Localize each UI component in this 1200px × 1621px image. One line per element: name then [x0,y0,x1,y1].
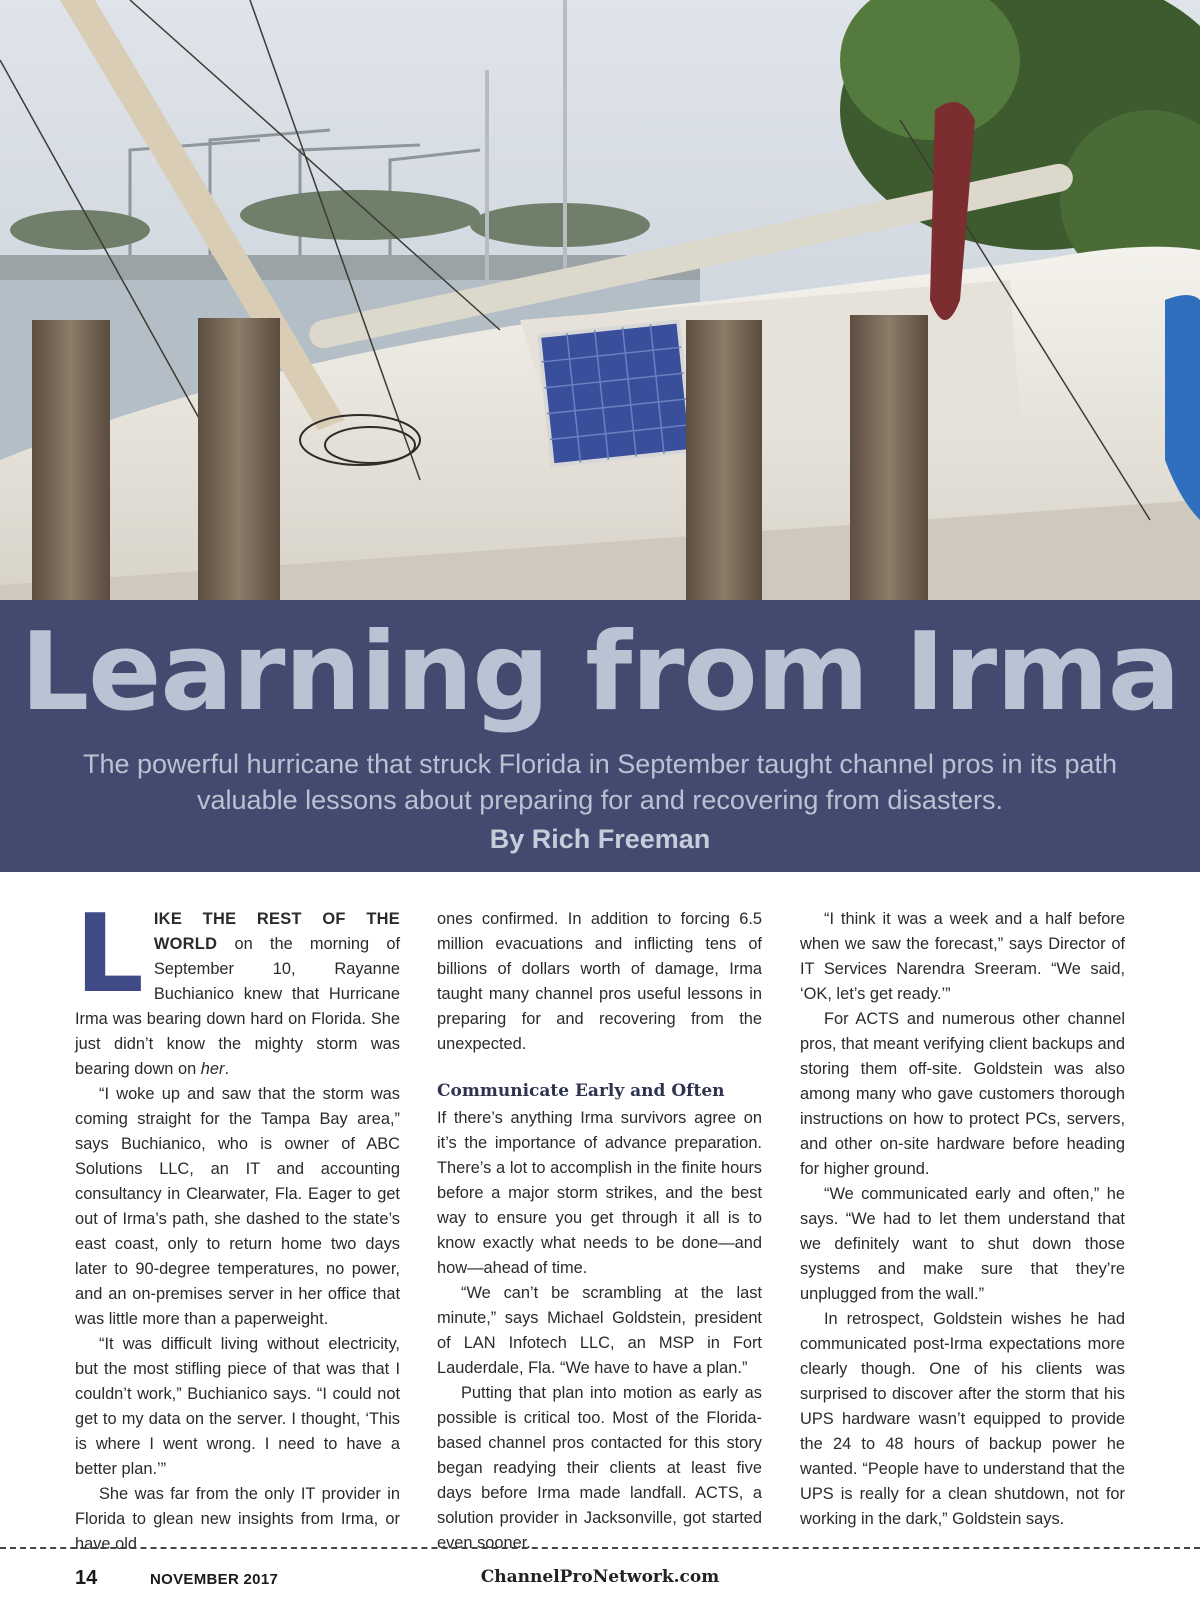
paragraph: She was far from the only IT provider in Florida to glean new insights from Irma, or have old [75,1485,400,1553]
paragraph: Putting that plan into motion as early as possible is critical too. Most of the Florida-based channel pros contacted for this story began readying their clients at least five days before Irma made landfall. ACTS, a solution provider in Jacksonville, got started even sooner. [437,1384,762,1552]
article-byline: By Rich Freeman [489,824,711,854]
paragraph: “It was difficult living without electricity, but the most stifling piece of that was that I couldn’t work,” Buchianico says. “I could not get to my data on the server. I thought, ‘This is where I went wrong. I need to have a better plan.’” [75,1335,400,1478]
hero-photo-sailboat [0,0,1200,600]
page-number: 14 [75,1567,98,1589]
article-deck: The powerful hurricane that struck Florida in September taught channel pros in its path valuable lessons about preparing for and recovering from disasters. [82,749,1118,815]
paragraph-text: on the morning of September 10, Rayanne Buchianico knew that Hurricane Irma was bearing down hard on Florida. She just didn’t know the mighty storm was bearing down on [75,935,400,1078]
paragraph: If there’s anything Irma survivors agree on it’s the importance of advance preparation. There’s a lot to accomplish in the finite hours before a major storm strikes, and the best way to ensure you get through it all is to know exactly what needs to be done—and how—ahead of time. [437,1109,762,1277]
article-title: Learning from Irma [20,610,1180,735]
paragraph: For ACTS and numerous other channel pros, that meant verifying client backups and storing them off-site. Goldstein was also among many who gave customers thorough instructions on how to protect PCs, servers, and other on-site hardware before heading for higher ground. [800,1010,1125,1178]
paragraph: “I woke up and saw that the storm was coming straight for the Tampa Bay area,” says Buchianico, who is owner of ABC Solutions LLC, an IT and accounting consultancy in Clearwater, Fla. Eager to get out of Irma’s path, she dashed to the state’s east coast, only to return home two days later to 90-degree temperatures, no power, and an on-premises server in her office that was little more than a paperweight. [75,1085,400,1328]
paragraph: ones confirmed. In addition to forcing 6.5 million evacuations and inflicting tens of billions of dollars worth of damage, Irma taught many channel pros useful lessons in preparing for and recovering from the unexpected. [437,910,762,1053]
body-column-3 [800,907,1125,1532]
paragraph: In retrospect, Goldstein wishes he had communicated post-Irma expectations more clearly though. One of his clients was surprised to discover after the storm that his UPS hardware wasn’t equipped to provide the 24 to 48 hours of backup power he wanted. “People have to understand that the UPS is really for a clean shutdown, not for working in the dark,” Goldstein says. [800,1310,1125,1528]
footer-divider [0,1547,1200,1549]
paragraph: “We can’t be scrambling at the last minute,” says Michael Goldstein, president of LAN Infotech LLC, an MSP in Fort Lauderdale, Fla. “We have to have a plan.” [437,1284,762,1377]
title-band [0,600,1200,872]
emphasis-text: her [200,1060,225,1078]
paragraph-end: . [224,1060,230,1078]
body-column-1 [75,907,400,1557]
section-subhead: Communicate Early and Often [437,1081,725,1101]
drop-cap: L [75,909,144,1005]
paragraph: “We communicated early and often,” he says. “We had to let them understand that we definitely want to shut down those systems and make sure that they’re unplugged from the wall.” [800,1185,1125,1303]
website-url: ChannelProNetwork.com [480,1567,720,1587]
hero-photo-illustration [0,0,1200,600]
paragraph: “I think it was a week and a half before when we saw the forecast,” says Director of IT Services Narendra Sreeram. “We said, ‘OK, let’s get ready.’” [800,910,1125,1003]
body-column-2 [437,907,762,1556]
paragraph-opening [75,907,400,1082]
lead-in: IKE THE REST OF THE WORLD [153,910,400,953]
issue-date: NOVEMBER 2017 [150,1571,279,1588]
